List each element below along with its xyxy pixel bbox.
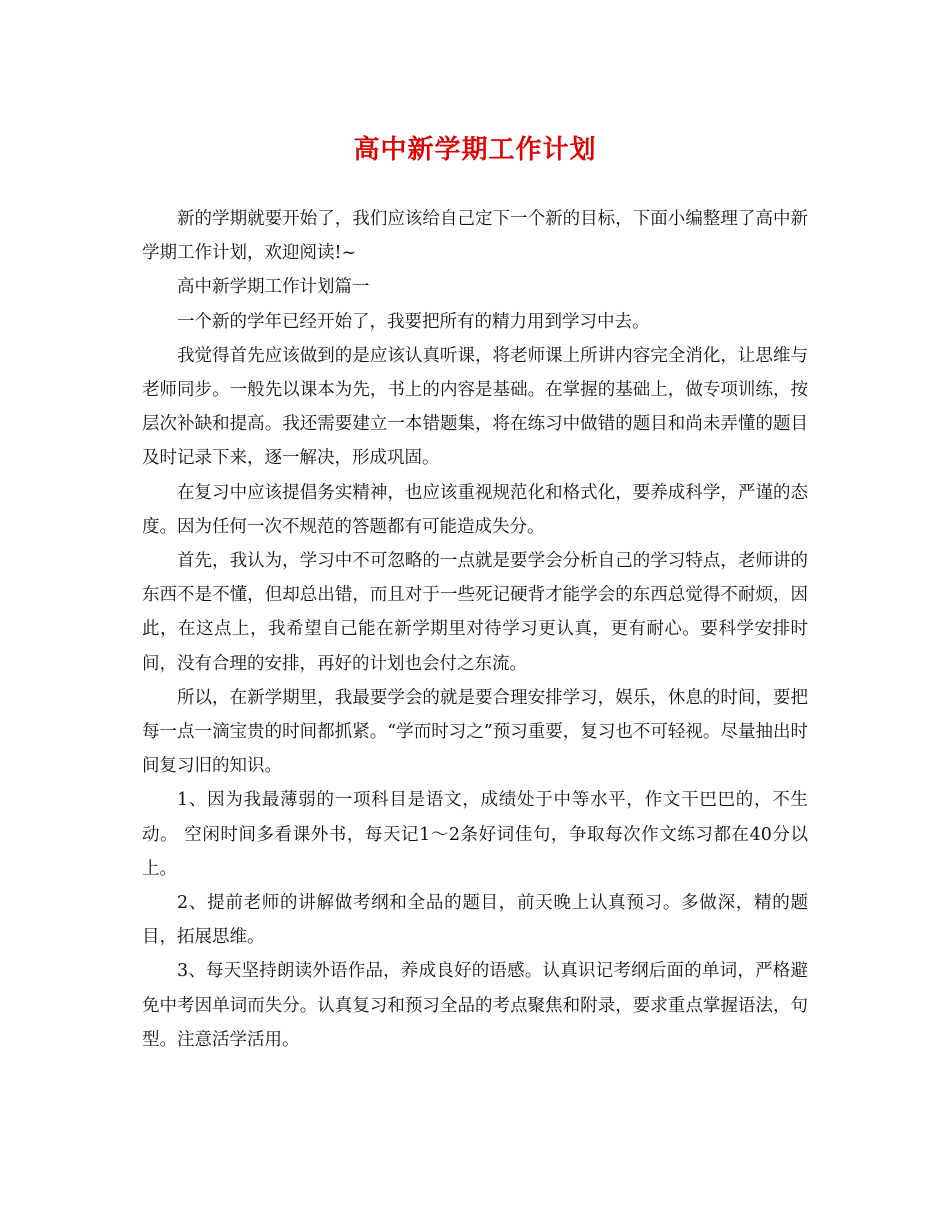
list-item: 2、提前老师的讲解做考纲和全品的题目，前天晚上认真预习。多做深，精的题目，拓展思维。 [142, 893, 808, 948]
paragraph: 一个新的学年已经开始了，我要把所有的精力用到学习中去。 [177, 311, 650, 332]
paragraph: 在复习中应该提倡务实精神，也应该重视规范化和格式化，要养成科学，严谨的态度。因为任何一次不规范的答题都有可能造成失分。 [142, 482, 808, 537]
document-body [142, 202, 808, 1057]
paragraph: 首先，我认为，学习中不可忽略的一点就是要学会分析自己的学习特点，老师讲的东西不是不懂，但却总出错，而且对于一些死记硬背才能学会的东西总觉得不耐烦，因此，在这点上，我希望自己能在新学期里对待学习更认真，更有耐心。要科学安排时间，没有合理的安排，再好的计划也会付之东流。 [142, 551, 808, 674]
list-item: 1、因为我最薄弱的一项科目是语文，成绩处于中等水平，作文干巴巴的，不生动。 空闲时间多看课外书，每天记1～2条好词佳句，争取每次作文练习都在40分以上。 [142, 790, 808, 879]
paragraph: 我觉得首先应该做到的是应该认真听课，将老师课上所讲内容完全消化，让思维与老师同步。一般先以课本为先，书上的内容是基础。在掌握的基础上，做专项训练，按层次补缺和提高。我还需要建立一本错题集，将在练习中做错的题目和尚未弄懂的题目及时记录下来，逐一解决，形成巩固。 [142, 345, 808, 469]
list-item: 3、每天坚持朗读外语作品，养成良好的语感。认真识记考纲后面的单词，严格避免中考因单词而失分。认真复习和预习全品的考点聚焦和附录，要求重点掌握语法，句型。注意活学活用。 [142, 961, 808, 1050]
document-title: 高中新学期工作计划 [353, 135, 597, 165]
paragraph-intro: 新的学期就要开始了，我们应该给自己定下一个新的目标，下面小编整理了高中新学期工作计划，欢迎阅读!~ [142, 209, 808, 264]
section-heading: 高中新学期工作计划篇一 [177, 277, 370, 298]
paragraph: 所以，在新学期里，我最要学会的就是要合理安排学习，娱乐，休息的时间，要把每一点一滴宝贵的时间都抓紧。“学而时习之”预习重要，复习也不可轻视。尽量抽出时间复习旧的知识。 [142, 687, 808, 777]
